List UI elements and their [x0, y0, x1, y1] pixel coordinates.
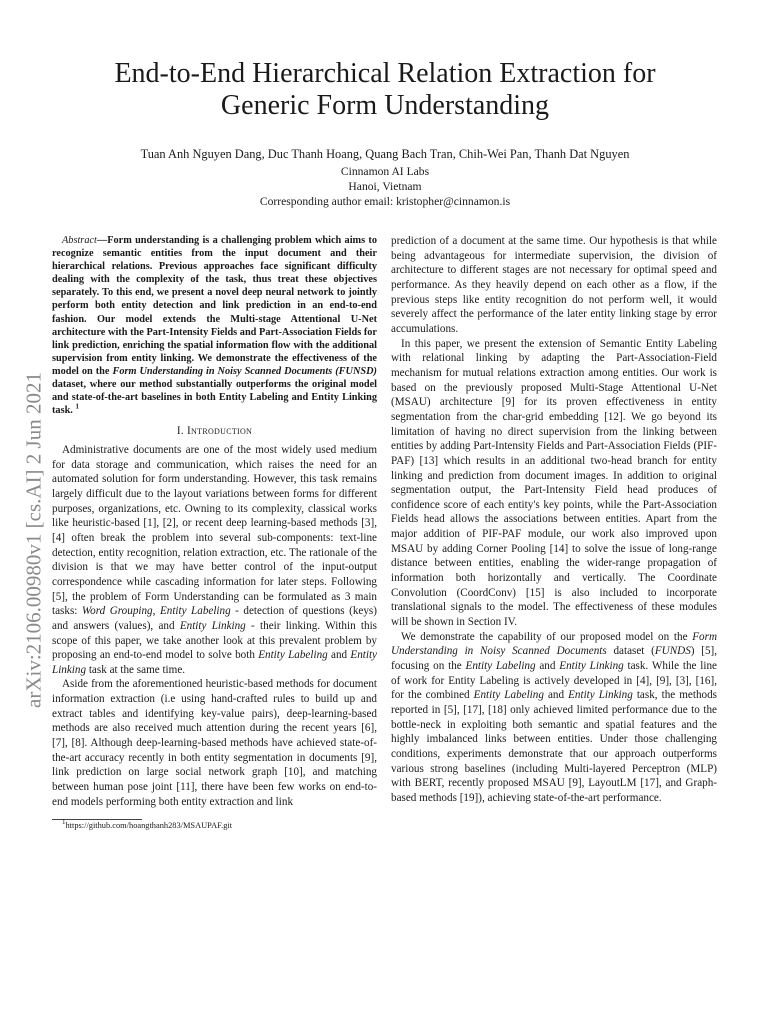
author-list: Tuan Anh Nguyen Dang, Duc Thanh Hoang, Quang Bach Tran, Chih-Wei Pan, Thanh Dat Nguyen: [140, 147, 630, 161]
intro-p1-entity-linking-2: Entity Linking: [52, 649, 377, 676]
right-paragraph-3: [391, 630, 717, 806]
section-heading-introduction: [52, 424, 377, 439]
intro-p1-text-d: - their linking. Within this scope of this paper, we take another look at this prevalent problem by proposing an end-to-end model to solve both: [52, 619, 378, 662]
abstract-dataset-name: Form Understanding in Noisy Scanned Documents (FUNSD): [112, 365, 377, 377]
intro-p1-text-c: - detection of questions (keys) and answers (values), and: [52, 605, 377, 632]
title-line-1: End-to-End Hierarchical Relation Extraction for: [114, 58, 656, 89]
intro-p1-text-e: and: [327, 649, 351, 662]
section-number: I.: [176, 425, 188, 438]
footnote: [52, 820, 377, 831]
right-p3-text-g: task, the methods reported in [5], [17], [18] only achieved limited performance due to the bottle-neck in exploiting both semantic and spatial features and the highly imbalanced links between entities. Under those challenging conditions, experiments demonstrate that our approach outperforms various strong baselines (including Multi-layered Perceptron (MLP) with BERT, recently proposed MSAU [9], LayoutLM [17], and Graph-based methods [19]), achieving state-of-the-art performance.: [391, 689, 718, 804]
right-p3-text-b: dataset (: [606, 645, 655, 658]
affiliation: Cinnamon AI Labs: [340, 165, 430, 178]
right-p3-dataset-name: Form Understanding in Noisy Scanned Documents: [391, 630, 717, 658]
right-paragraph-1: prediction of a document at the same time. Our hypothesis is that while being advantageous for intermediate supervision, the division of architecture to different stages are not necessary for optimal speed and performance. As they heavily depend on each other as a flow, if the previous steps like entity recognition do not perform well, it would severely affect the performance of the later entity linking stage by error accumulations.: [391, 235, 717, 335]
right-p3-dataset-abbrev: FUNDS: [654, 645, 691, 658]
intro-p1-entity-labeling-2: Entity Labeling: [258, 649, 328, 662]
location: Hanoi, Vietnam: [348, 180, 422, 193]
right-p3-text-a: We demonstrate the capability of our proposed model on the: [401, 630, 693, 643]
intro-p1-entity-labeling: Entity Labeling: [159, 605, 231, 618]
intro-paragraph-2: Aside from the aforementioned heuristic-based methods for document information extraction (i.e using hand-crafted rules to build up and extract tables and identifying key-value pairs), deep-learning-based methods are also received much attention during the recent years [6], [7], [8]. Although deep-learning-based methods have achieved state-of-the-art accuracy recently in both entity segmentation in documents [9], link prediction on large social network graph [10], and matching between human pose joint [11], there have been few works on end-to-end models performing both entity extraction and link: [52, 678, 377, 808]
section-title: Introduction: [187, 425, 253, 438]
arxiv-stamp: [14, 330, 54, 750]
abstract-text-end: dataset, where our method substantially outperforms the original model and state-of-the-art baselines in both Entity Labeling and Entity Linking task.: [52, 379, 377, 417]
right-p3-entity-labeling: Entity Labeling: [465, 660, 536, 673]
intro-paragraph-1: [52, 443, 377, 678]
left-column: [52, 234, 377, 831]
abstract-footnote-mark: 1: [75, 402, 79, 411]
right-p3-text-c: ) [5], focusing on the: [391, 645, 718, 673]
right-p3-entity-labeling-2: Entity Labeling: [473, 689, 544, 702]
right-p3-entity-linking: Entity Linking: [559, 660, 624, 673]
intro-p1-text-f: task at the same time.: [86, 663, 186, 676]
intro-p1-text-b: ,: [152, 605, 160, 618]
right-p3-text-e: task. While the line of work for Entity Labeling is actively developed in [4], [9], [3], [16], for the combined: [391, 660, 717, 702]
abstract-lead: Abstract: [62, 235, 97, 246]
intro-p1-entity-linking: Entity Linking: [179, 619, 246, 632]
right-p3-entity-linking-2: Entity Linking: [568, 689, 633, 702]
intro-p1-word-grouping: Word Grouping: [81, 605, 153, 618]
footnote-url: https://github.com/hoangthanh283/MSAUPAF.git: [65, 821, 233, 831]
right-paragraph-2: In this paper, we present the extension of Semantic Entity Labeling with relational linking by adapting the Part-Association-Field mechanism for mutual relations extraction among entities. Our work is based on the previously proposed Multi-Stage Attentional U-Net (MSAU) architecture [9] for its proven effectiveness in entity segmentation from the char-grid embedding [12]. We go beyond its limitation of having no direct supervision from the linking between entities by adding Part-Intensity Fields and Part-Association Fields (PIF-PAF) [13] which results in an additional two-head branch for entity linking and prediction from document images. In addition to original segmentation output, the Part-Intensity Field head produces of confidence score of each entity's key points, while the Part-Association Fields head allows the associations between entities. Apart from the major addition of PIF-PAF module, our work also improved upon MSAU by adding Corner Pooling [14] to solve the issue of long-range distance between entities, enabling the wider-range propagation of information both horizontally and vertically. The Coordinate Convolution (CoordConv) [15] is also included to incorporate translational signals to the model. The effectiveness of these modules will be shown in Section IV.: [391, 337, 717, 629]
right-column: [391, 234, 717, 806]
footnote-mark: 1: [62, 818, 66, 827]
arxiv-stamp-text: arXiv:2106.00980v1 [cs.AI] 2 Jun 2021: [21, 372, 46, 708]
paper-title: [40, 58, 730, 122]
right-p3-text-d: and: [535, 660, 560, 673]
intro-p1-text-a: Administrative documents are one of the most widely used medium for data storage and communication, which raises the need for an automated solution for form understanding. However, this task remains largely difficult due to the layout variations between forms for different purposes, organizations, etc. Owning to its complexity, classical works like heuristic-based [1], [2], or recent deep learning-based methods [3], [4] often break the problem into several sub-components: text-line detection, entity recognition, relation extraction, etc. The rationale of the division is that we may have better control of the input-output correspondence while cascading information for later steps. Following [5], the problem of Form Understanding can be formulated as 3 main tasks:: [52, 443, 377, 618]
contact-email: Corresponding author email: kristopher@cinnamon.is: [259, 195, 511, 208]
abstract-text: Form understanding is a challenging problem which aims to recognize semantic entities from the input document and their hierarchical relations. Previous approaches face significant difficulty dealing with the complexity of the task, thus treat these objectives separately. To this end, we present a novel deep neural network to jointly perform both entity detection and link prediction in an end-to-end fashion. Our model extends the Multi-stage Attentional U-Net architecture with the Part-Intensity Fields and Part-Association Fields for link prediction, enriching the spatial information flow with the additional supervision from entity linking. We demonstrate the effectiveness of the model on the: [52, 235, 377, 377]
title-line-2: Generic Form Understanding: [220, 90, 550, 121]
abstract: [52, 234, 377, 417]
abstract-dash: —: [96, 235, 108, 246]
right-p3-text-f: and: [543, 689, 569, 702]
